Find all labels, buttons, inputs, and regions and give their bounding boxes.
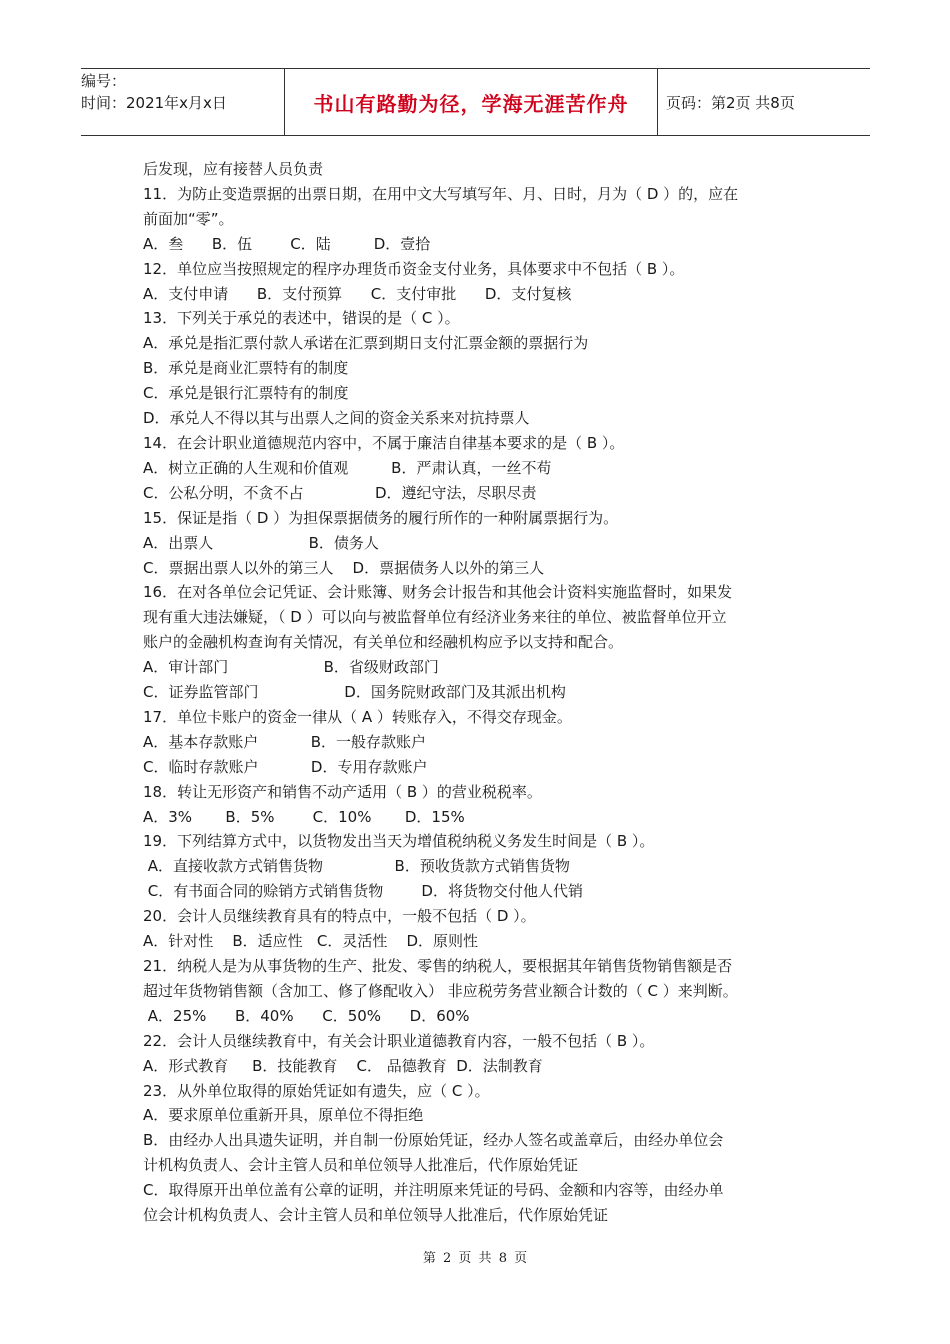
text-line: 超过年货物销售额（含加工、修了修配收入） 非应税劳务营业额合计数的（ C ）来判断。 xyxy=(143,981,738,1000)
document-time: 时间：2021年x月x日 xyxy=(81,94,227,112)
text-line: A．形式教育 B．技能教育 C． 品德教育 D．法制教育 xyxy=(143,1056,543,1075)
text-line: 23．从外单位取得的原始凭证如有遗失，应（ C ）。 xyxy=(143,1081,490,1100)
text-line: 12．单位应当按照规定的程序办理货币资金支付业务，具体要求中不包括（ B ）。 xyxy=(143,259,685,278)
text-line: B．承兑是商业汇票特有的制度 xyxy=(143,359,349,378)
document-body xyxy=(143,157,813,1228)
text-line: 22．会计人员继续教育中，有关会计职业道德教育内容，一般不包括（ B ）。 xyxy=(143,1031,655,1050)
text-line: 15．保证是指（ D ）为担保票据债务的履行所作的一种附属票据行为。 xyxy=(143,508,619,527)
text-line: A．承兑是指汇票付款人承诺在汇票到期日支付汇票金额的票据行为 xyxy=(143,334,589,353)
text-line: C．证券监管部门 D．国务院财政部门及其派出机构 xyxy=(143,683,566,702)
text-line: 位会计机构负责人、会计主管人员和单位领导人批准后，代作原始凭证 xyxy=(143,1206,609,1225)
text-line: 16．在对各单位会记凭证、会计账簿、财务会计报告和其他会计资料实施监督时，如果发 xyxy=(143,583,733,602)
header-motto: 书山有路勤为径，学海无涯苦作舟 xyxy=(284,69,658,135)
text-line: A．支付申请 B．支付预算 C．支付审批 D．支付复核 xyxy=(143,284,572,303)
text-line: 19．下列结算方式中，以货物发出当天为增值税纳税义务发生时间是（ B ）。 xyxy=(143,832,655,851)
text-line: 11．为防止变造票据的出票日期，在用中文大写填写年、月、日时，月为（ D ）的，应在 xyxy=(143,184,739,203)
text-line: A．3% B．5% C．10% D．15% xyxy=(143,807,465,826)
text-line: C．公私分明，不贪不占 D．遵纪守法，尽职尽责 xyxy=(143,483,537,502)
text-line: C．承兑是银行汇票特有的制度 xyxy=(143,384,349,403)
text-line: 14．在会计职业道德规范内容中，不属于廉洁自律基本要求的是（ B ）。 xyxy=(143,433,625,452)
page-header xyxy=(81,68,870,136)
text-line: A．基本存款账户 B．一般存款账户 xyxy=(143,732,427,751)
header-page-info: 页码：第2页 共8页 xyxy=(666,93,795,112)
text-line: 后发现，应有接替人员负责 xyxy=(143,160,324,178)
text-line: A．25% B．40% C．50% D．60% xyxy=(143,1006,470,1025)
text-line: C．有书面合同的赊销方式销售货物 D．将货物交付他人代销 xyxy=(143,882,583,901)
text-line: A．要求原单位重新开具，原单位不得拒绝 xyxy=(143,1106,424,1125)
text-line: D．承兑人不得以其与出票人之间的资金关系来对抗持票人 xyxy=(143,409,530,428)
text-line: A．审计部门 B．省级财政部门 xyxy=(143,658,439,677)
text-line: A．叁 B．伍 C．陆 D．壹拾 xyxy=(143,234,431,253)
text-line: 18．转让无形资产和销售不动产适用（ B ）的营业税税率。 xyxy=(143,782,542,801)
text-line: 账户的金融机构查询有关情况，有关单位和经融机构应予以支持和配合。 xyxy=(143,633,624,652)
text-line: C．临时存款账户 D．专用存款账户 xyxy=(143,757,428,776)
text-line: 计机构负责人、会计主管人员和单位领导人批准后，代作原始凭证 xyxy=(143,1156,579,1175)
text-line: C．取得原开出单位盖有公章的证明，并注明原来凭证的号码、金额和内容等，由经办单 xyxy=(143,1181,724,1200)
page-footer: 第 2 页 共 8 页 xyxy=(422,1251,528,1266)
document-number-label: 编号： xyxy=(81,72,127,90)
text-line: 17．单位卡账户的资金一律从（ A ）转账存入，不得交存现金。 xyxy=(143,707,572,726)
text-line: A．针对性 B．适应性 C．灵活性 D．原则性 xyxy=(143,932,479,951)
text-line: A．树立正确的人生观和价值观 B．严肃认真，一丝不苟 xyxy=(143,458,552,477)
text-line: A．直接收款方式销售货物 B．预收货款方式销售货物 xyxy=(143,857,570,876)
text-line: 20．会计人员继续教育具有的特点中，一般不包括（ D ）。 xyxy=(143,907,536,926)
header-meta xyxy=(81,69,284,135)
text-line: C．票据出票人以外的第三人 D．票据债务人以外的第三人 xyxy=(143,558,545,577)
text-line: 前面加“零”。 xyxy=(143,209,234,228)
text-line: 13．下列关于承兑的表述中，错误的是（ C ）。 xyxy=(143,309,460,328)
text-line: B．由经办人出具遗失证明，并自制一份原始凭证，经办人签名或盖章后，由经办单位会 xyxy=(143,1131,724,1150)
text-line: A．出票人 B．债务人 xyxy=(143,533,379,552)
text-line: 现有重大违法嫌疑，（ D ）可以向与被监督单位有经济业务来往的单位、被监督单位开立 xyxy=(143,608,727,627)
text-line: 21．纳税人是为从事货物的生产、批发、零售的纳税人，要根据其年销售货物销售额是否 xyxy=(143,957,733,975)
